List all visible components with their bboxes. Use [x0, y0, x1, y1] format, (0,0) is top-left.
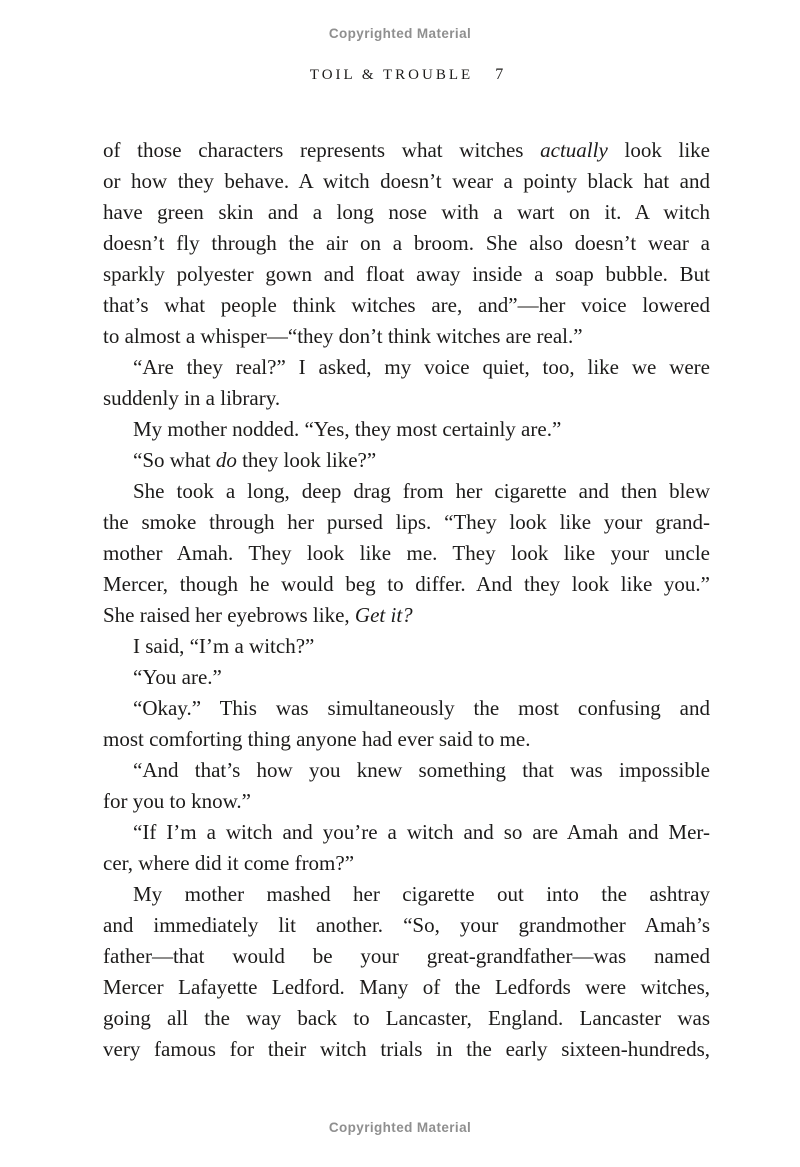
text-line: I said, “I’m a witch?”: [133, 634, 315, 658]
book-title: TOIL & TROUBLE: [309, 67, 474, 83]
text-line: Mercer, though he would beg to differ. And they look like you.”: [103, 572, 710, 596]
text-line: father—that would be your great-grandfather—was named: [103, 944, 710, 968]
text-line: and immediately lit another. “So, your grandmother Amah’s: [103, 913, 710, 937]
paragraph: [103, 352, 710, 414]
paragraph: [103, 476, 710, 631]
paragraph: [103, 817, 710, 879]
text-line: that’s what people think witches are, and”—her voice lowered: [103, 293, 710, 317]
text-line: most comforting thing anyone had ever said to me.: [103, 727, 531, 751]
copyright-notice-bottom: Copyrighted Material: [328, 1120, 472, 1135]
text-line: or how they behave. A witch doesn’t wear a pointy black hat and: [103, 169, 710, 193]
text-line: My mother mashed her cigarette out into the ashtray: [133, 882, 710, 906]
text-line: cer, where did it come from?”: [103, 851, 355, 875]
text-line: My mother nodded. “Yes, they most certainly are.”: [133, 417, 562, 441]
text-line: Mercer Lafayette Ledford. Many of the Ledfords were witches,: [103, 975, 710, 999]
paragraph: [103, 693, 710, 755]
page-number: 7: [495, 66, 504, 83]
text-line: doesn’t fly through the air on a broom. She also doesn’t wear a: [103, 231, 710, 255]
text-line: for you to know.”: [103, 789, 251, 813]
text-line: suddenly in a library.: [103, 386, 281, 410]
text-line: the smoke through her pursed lips. “They look like your grand-: [103, 510, 710, 534]
text-line: “If I’m a witch and you’re a witch and so are Amah and Mer-: [133, 820, 710, 844]
paragraph: [103, 662, 710, 693]
running-head: [103, 66, 710, 84]
paragraph: [103, 135, 710, 352]
text-line: “And that’s how you knew something that was impossible: [133, 758, 710, 782]
text-line: She took a long, deep drag from her cigarette and then blew: [133, 479, 710, 503]
text-line: going all the way back to Lancaster, England. Lancaster was: [103, 1006, 710, 1030]
text-line: “Are they real?” I asked, my voice quiet, too, like we were: [133, 355, 710, 379]
text-line: to almost a whisper—“they don’t think witches are real.”: [103, 324, 583, 348]
paragraph: [103, 414, 710, 445]
text-line: She raised her eyebrows like, Get it?: [103, 603, 413, 627]
text-line: mother Amah. They look like me. They look like your uncle: [103, 541, 710, 565]
text-line: “You are.”: [133, 665, 222, 689]
text-line: “So what do they look like?”: [133, 448, 377, 472]
body-text: [103, 135, 710, 1065]
text-line: very famous for their witch trials in the early sixteen-hundreds,: [103, 1037, 710, 1061]
paragraph: [103, 755, 710, 817]
paragraph: [103, 879, 710, 1065]
text-line: sparkly polyester gown and float away inside a soap bubble. But: [103, 262, 710, 286]
paragraph: [103, 631, 710, 662]
copyright-notice-top: Copyrighted Material: [328, 26, 472, 41]
text-line: have green skin and a long nose with a wart on it. A witch: [103, 200, 710, 224]
text-line: of those characters represents what witches actually look like: [103, 138, 710, 162]
text-line: “Okay.” This was simultaneously the most confusing and: [133, 696, 710, 720]
paragraph: [103, 445, 710, 476]
